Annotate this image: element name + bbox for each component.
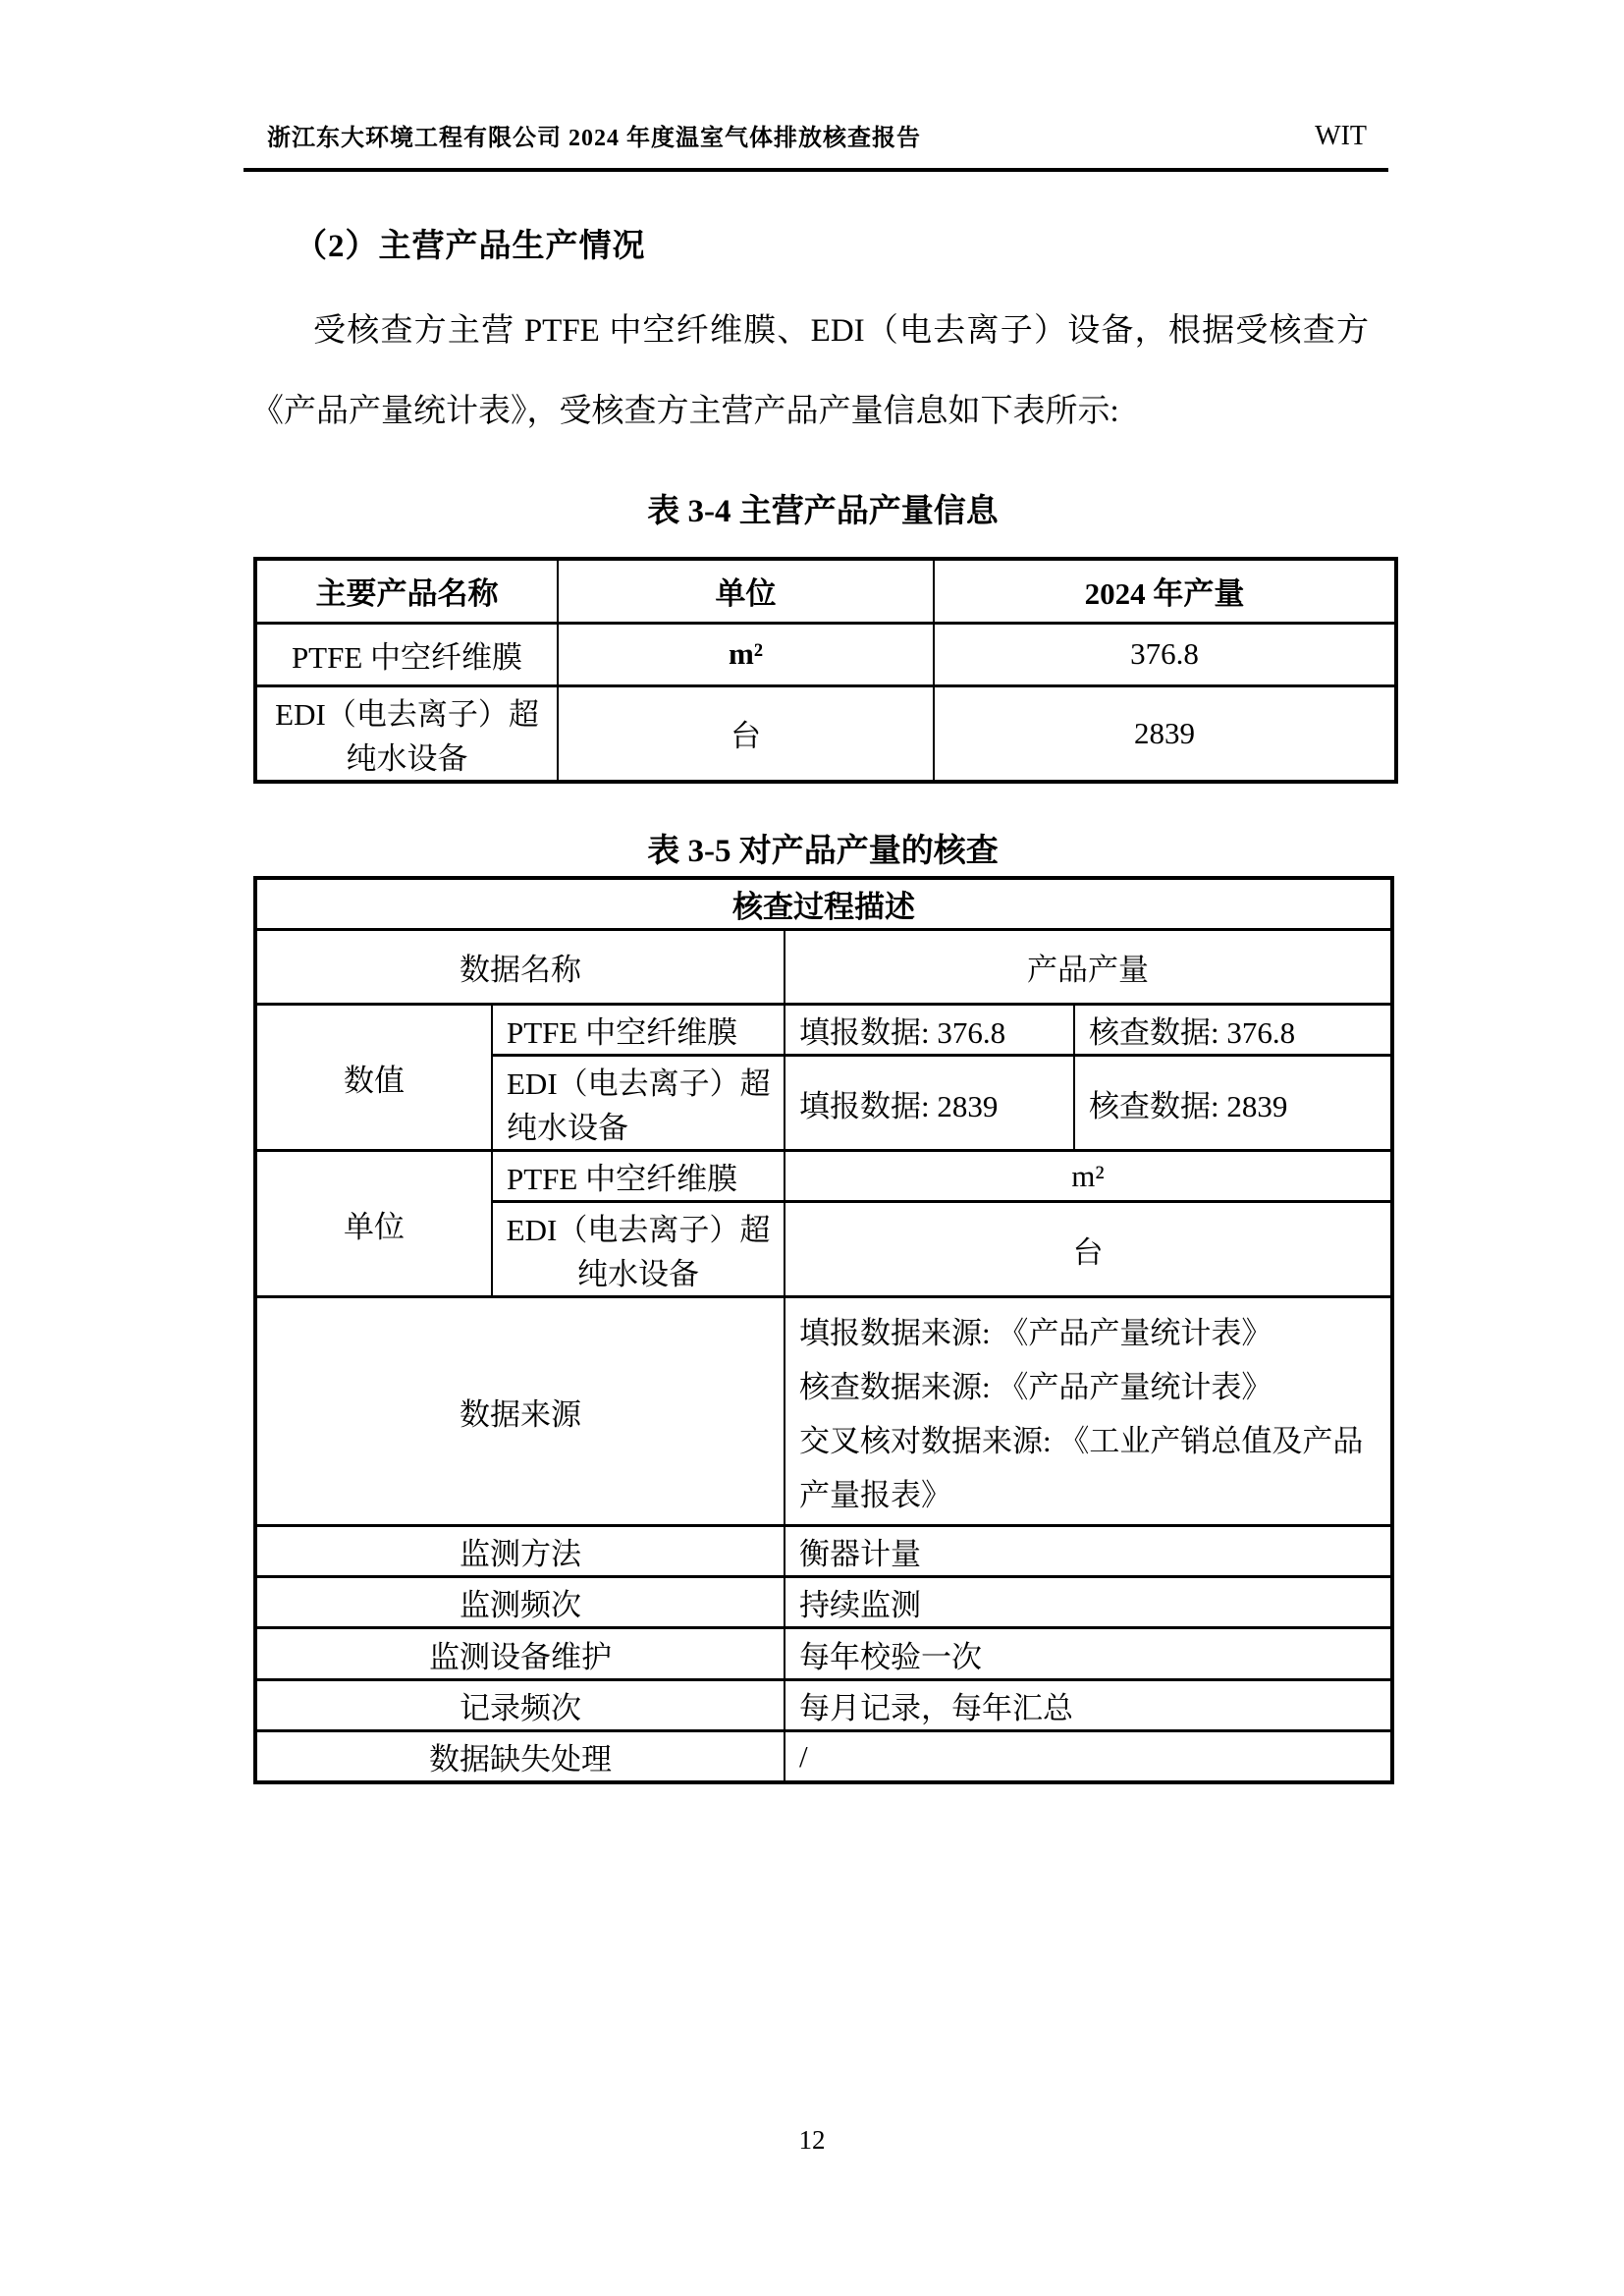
page-number: 12 xyxy=(798,2125,826,2155)
paragraph-line-2: 《产品产量统计表》，受核查方主营产品产量信息如下表所示: xyxy=(251,394,1119,429)
t34-row2-unit: 台 xyxy=(558,685,934,782)
table-row xyxy=(255,1628,1392,1680)
t35-missing-data-value: / xyxy=(785,1731,1392,1783)
table-row xyxy=(255,1680,1392,1731)
table-row xyxy=(255,1577,1392,1628)
table-row xyxy=(255,1005,1392,1056)
t35-device-maintenance-value: 每年校验一次 xyxy=(785,1628,1392,1680)
t35-monitor-method-value: 衡器计量 xyxy=(785,1526,1392,1577)
table-row xyxy=(255,623,1396,685)
t35-process-header: 核查过程描述 xyxy=(255,878,1392,930)
t35-source-line-1: 填报数据来源: 《产品产量统计表》 xyxy=(799,1316,1272,1350)
t34-header-output: 2024 年产量 xyxy=(934,559,1396,623)
t35-numeric-row1-product: PTFE 中空纤维膜 xyxy=(492,1005,785,1056)
t35-monitor-frequency-value: 持续监测 xyxy=(785,1577,1392,1628)
t35-source-lines xyxy=(785,1297,1392,1526)
table-3-5-verification xyxy=(253,876,1394,1784)
t34-row1-output: 376.8 xyxy=(934,623,1396,685)
table-row xyxy=(255,559,1396,623)
t35-record-frequency-value: 每月记录，每年汇总 xyxy=(785,1680,1392,1731)
table-row xyxy=(255,878,1392,930)
page-header xyxy=(244,118,1388,172)
body-paragraph xyxy=(251,291,1369,452)
table-row xyxy=(255,1151,1392,1202)
table-3-4-product-output xyxy=(253,557,1398,784)
header-logo-text: WIT xyxy=(1315,121,1367,151)
t34-header-product: 主要产品名称 xyxy=(255,559,558,623)
t35-numeric-row2-reported: 填报数据: 2839 xyxy=(785,1056,1074,1151)
t34-row1-unit: m² xyxy=(558,623,934,685)
t34-row2-output: 2839 xyxy=(934,685,1396,782)
t35-source-line-2: 核查数据来源: 《产品产量统计表》 xyxy=(799,1370,1272,1404)
t35-unit-row1-unit: m² xyxy=(785,1151,1392,1202)
t35-unit-row1-product: PTFE 中空纤维膜 xyxy=(492,1151,785,1202)
t35-monitor-frequency-label: 监测频次 xyxy=(255,1577,785,1628)
t35-numeric-row2-product: EDI（电去离子）超纯水设备 xyxy=(492,1056,785,1151)
table-row xyxy=(255,1526,1392,1577)
t35-source-label: 数据来源 xyxy=(255,1297,785,1526)
table-3-5-title: 表 3-5 对产品产量的核查 xyxy=(647,834,999,869)
t35-numeric-row2-verified: 核查数据: 2839 xyxy=(1074,1056,1392,1151)
t35-numeric-label: 数值 xyxy=(255,1005,492,1151)
t34-row2-product: EDI（电去离子）超纯水设备 xyxy=(255,685,558,782)
t35-device-maintenance-label: 监测设备维护 xyxy=(255,1628,785,1680)
t35-numeric-row1-reported: 填报数据: 376.8 xyxy=(785,1005,1074,1056)
paragraph-line-1: 受核查方主营 PTFE 中空纤维膜、EDI（电去离子）设备，根据受核查方 xyxy=(313,313,1369,349)
table-row xyxy=(255,1297,1392,1526)
t35-data-name-label: 数据名称 xyxy=(255,930,785,1005)
t35-source-line-3: 交叉核对数据来源: 《工业产销总值及产品产量报表》 xyxy=(799,1424,1364,1512)
t35-record-frequency-label: 记录频次 xyxy=(255,1680,785,1731)
header-report-title: 浙江东大环境工程有限公司 2024 年度温室气体排放核查报告 xyxy=(267,126,921,151)
t35-unit-row2-product: EDI（电去离子）超纯水设备 xyxy=(492,1202,785,1297)
t35-missing-data-label: 数据缺失处理 xyxy=(255,1731,785,1783)
t35-data-name-value: 产品产量 xyxy=(785,930,1392,1005)
t35-monitor-method-label: 监测方法 xyxy=(255,1526,785,1577)
t35-numeric-row1-verified: 核查数据: 376.8 xyxy=(1074,1005,1392,1056)
t35-unit-label: 单位 xyxy=(255,1151,492,1297)
t34-row1-product: PTFE 中空纤维膜 xyxy=(255,623,558,685)
table-row xyxy=(255,930,1392,1005)
section-heading: （2）主营产品生产情况 xyxy=(295,229,646,264)
table-row xyxy=(255,685,1396,782)
table-3-4-title: 表 3-4 主营产品产量信息 xyxy=(647,494,999,529)
table-row xyxy=(255,1731,1392,1783)
t35-unit-row2-unit: 台 xyxy=(785,1202,1392,1297)
t34-header-unit: 单位 xyxy=(558,559,934,623)
